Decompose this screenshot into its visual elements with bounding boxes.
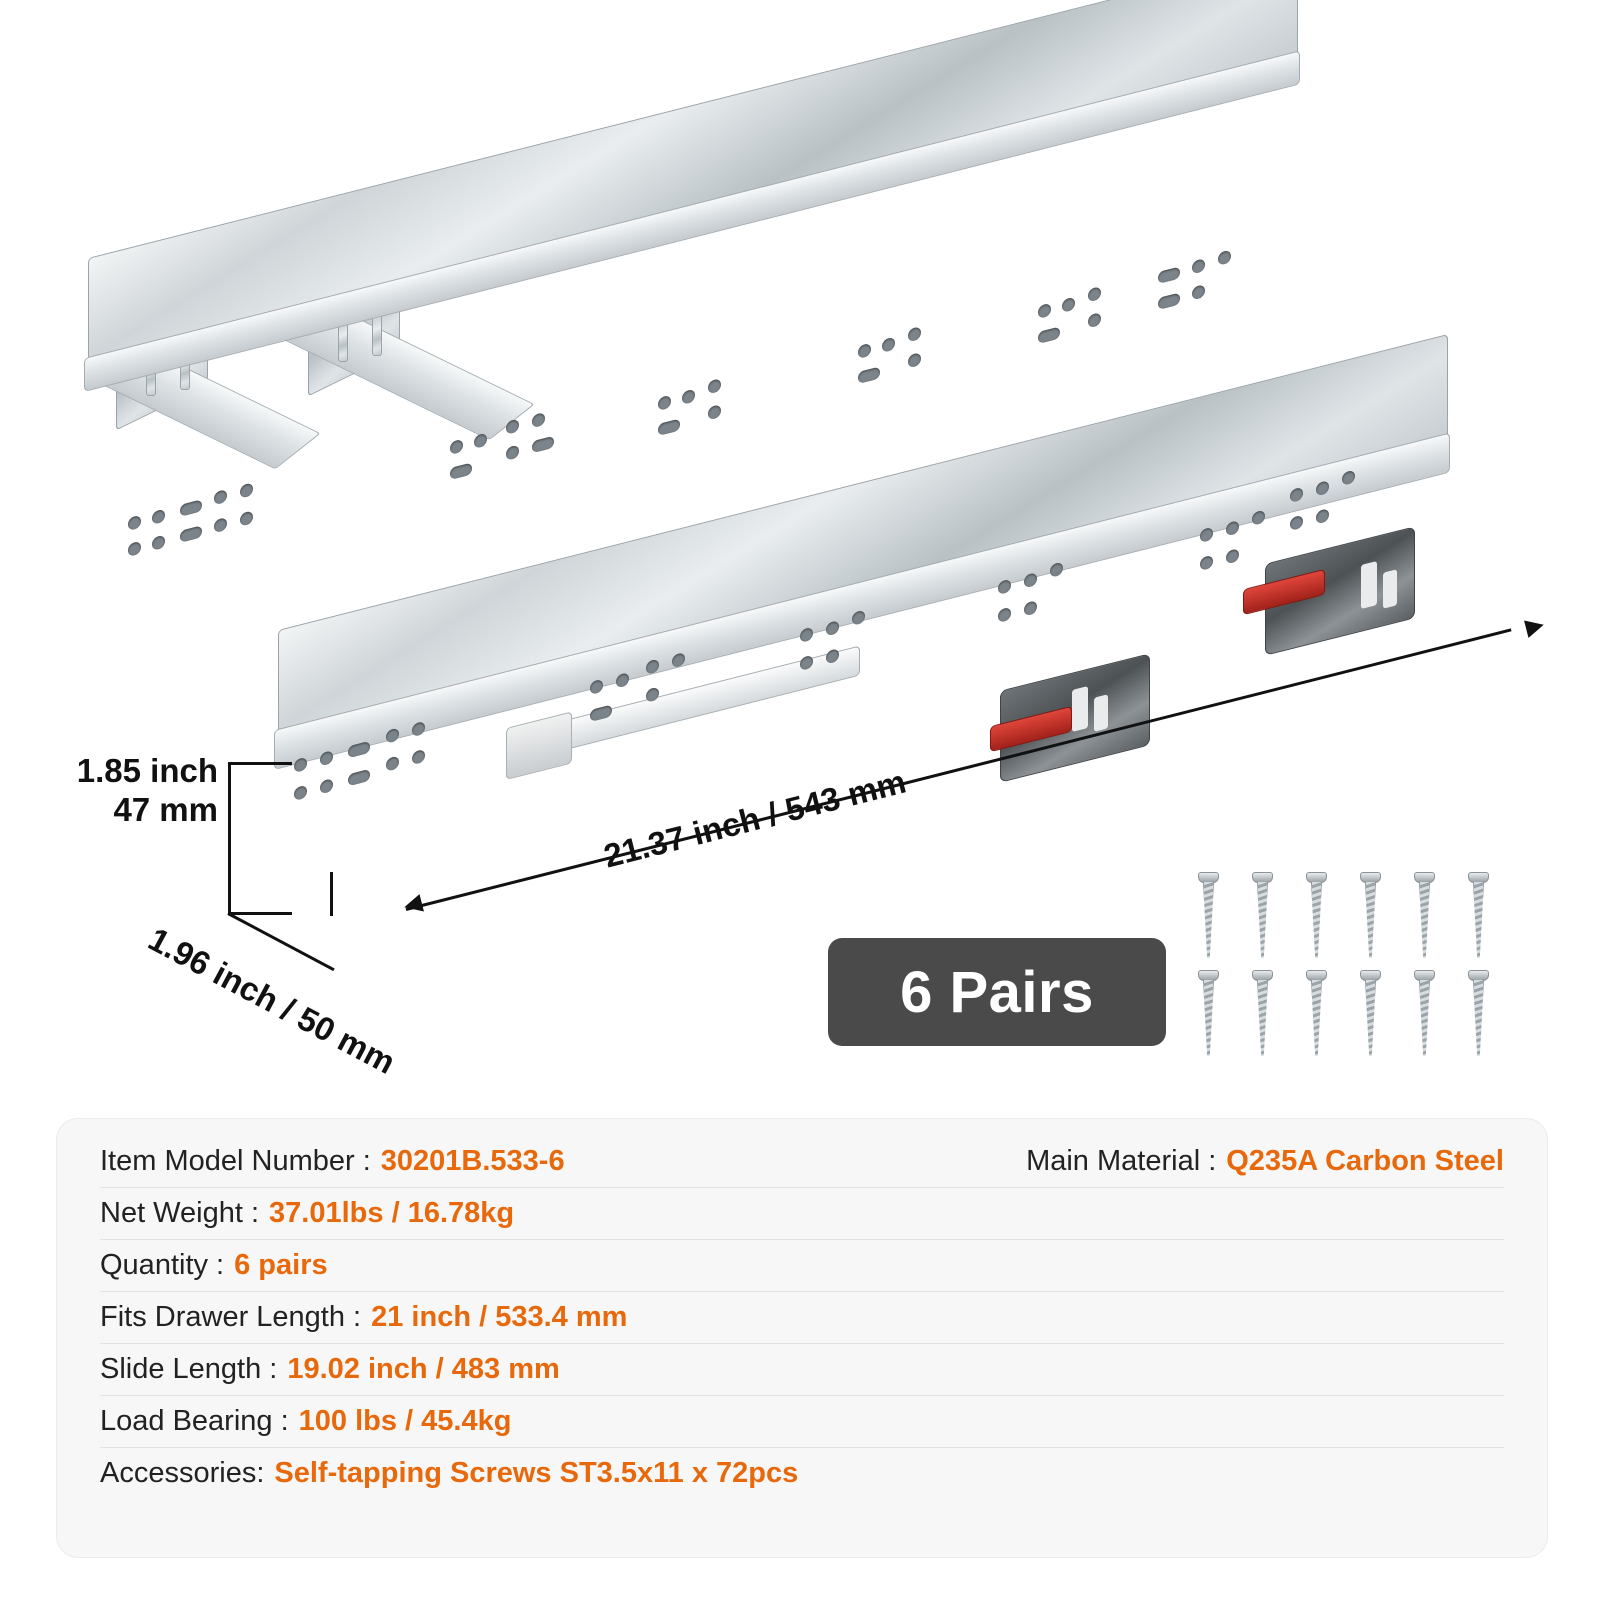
spec-label: Main Material :	[1026, 1145, 1217, 1177]
dimension-height-line1: 1.85 inch	[76, 752, 218, 789]
spec-row	[100, 1396, 1504, 1448]
spec-label: Quantity :	[100, 1249, 225, 1281]
dimension-depth-label: 1.96 inch / 50 mm	[142, 920, 402, 1081]
self-tapping-screw	[1310, 970, 1323, 1056]
spec-cell-fits-drawer-length	[100, 1301, 1504, 1334]
spec-cell-material	[1026, 1145, 1504, 1178]
spec-row	[100, 1344, 1504, 1396]
spec-value: 30201B.533-6	[380, 1145, 565, 1177]
dimension-height-line2: 47 mm	[113, 790, 218, 828]
spec-label: Item Model Number :	[100, 1145, 371, 1177]
spec-value: 37.01lbs / 16.78kg	[269, 1197, 515, 1229]
locking-clip	[1000, 672, 1150, 764]
spec-value: 19.02 inch / 483 mm	[287, 1353, 560, 1385]
spec-row	[100, 1136, 1504, 1188]
self-tapping-screw	[1202, 970, 1215, 1056]
spec-cell-accessories	[100, 1457, 1504, 1490]
screw-set	[1196, 872, 1536, 1052]
dimension-height-label	[58, 752, 218, 830]
spec-value: 6 pairs	[234, 1249, 328, 1281]
spec-row	[100, 1448, 1504, 1499]
self-tapping-screw	[1418, 872, 1431, 958]
spec-cell-load-bearing	[100, 1405, 1504, 1438]
dimension-length-label: 21.37 inch / 543 mm	[599, 762, 910, 875]
spec-value: Q235A Carbon Steel	[1226, 1145, 1504, 1177]
self-tapping-screw	[1364, 872, 1377, 958]
spec-cell-model	[100, 1145, 1026, 1178]
spec-value: Self-tapping Screws ST3.5x11 x 72pcs	[274, 1457, 799, 1489]
spec-cell-slide-length	[100, 1353, 1504, 1386]
self-tapping-screw	[1202, 872, 1215, 958]
spec-label: Accessories:	[100, 1457, 265, 1489]
spec-value: 21 inch / 533.4 mm	[371, 1301, 628, 1333]
spec-value: 100 lbs / 45.4kg	[298, 1405, 512, 1437]
spec-row	[100, 1240, 1504, 1292]
spec-label: Net Weight :	[100, 1197, 260, 1229]
pairs-badge-label: 6 Pairs	[900, 959, 1094, 1025]
spec-row	[100, 1188, 1504, 1240]
spec-label: Slide Length :	[100, 1353, 278, 1385]
spec-label: Load Bearing :	[100, 1405, 289, 1437]
self-tapping-screw	[1256, 872, 1269, 958]
self-tapping-screw	[1364, 970, 1377, 1056]
self-tapping-screw	[1418, 970, 1431, 1056]
spec-panel	[56, 1118, 1548, 1558]
spec-cell-quantity	[100, 1249, 1504, 1282]
self-tapping-screw	[1472, 872, 1485, 958]
locking-clip	[1265, 545, 1415, 637]
spec-cell-net-weight	[100, 1197, 1504, 1230]
self-tapping-screw	[1310, 872, 1323, 958]
self-tapping-screw	[1256, 970, 1269, 1056]
self-tapping-screw	[1472, 970, 1485, 1056]
spec-row	[100, 1292, 1504, 1344]
spec-label: Fits Drawer Length :	[100, 1301, 362, 1333]
pairs-badge	[828, 938, 1166, 1046]
